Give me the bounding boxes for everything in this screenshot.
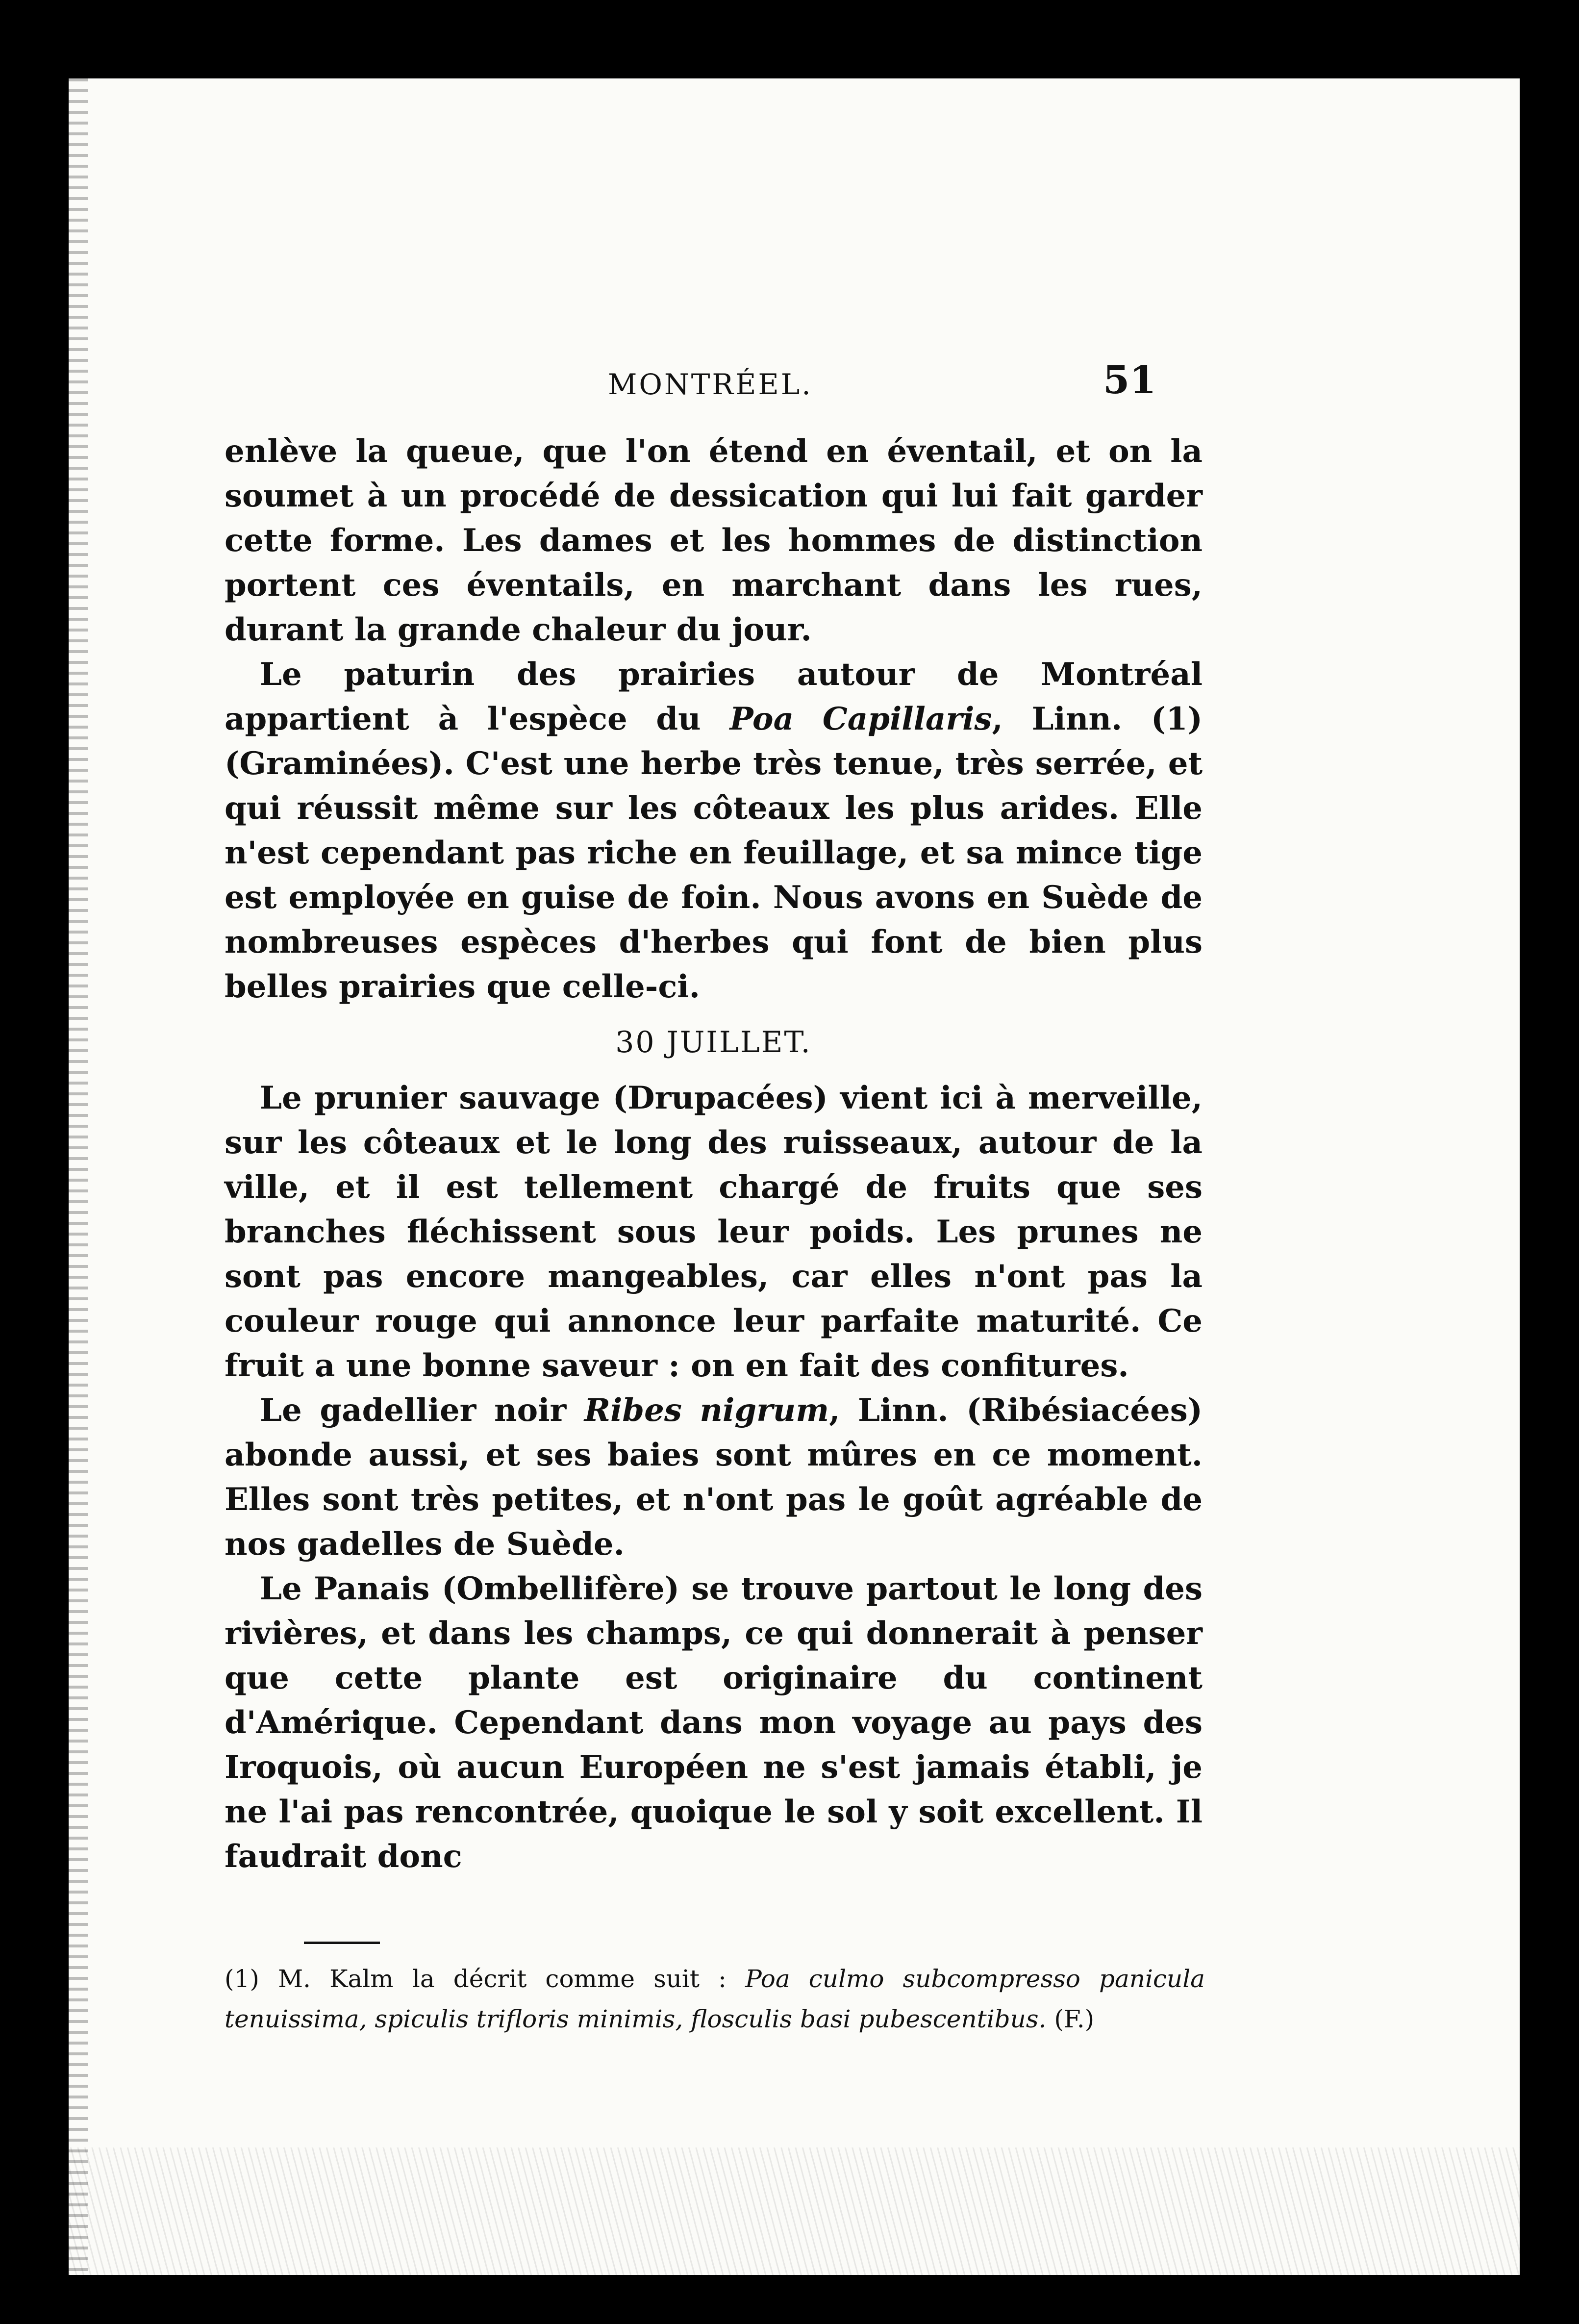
paragraph-4-start: Le gadellier noir xyxy=(260,1392,584,1429)
paragraph-2 xyxy=(225,652,1203,1009)
species-ribes: Ribes nigrum xyxy=(584,1392,829,1429)
footnote-rule xyxy=(304,1942,380,1944)
running-head: MONTRÉEL. xyxy=(608,368,813,401)
body-text xyxy=(225,429,1203,1879)
scan-noise xyxy=(69,2147,1520,2275)
species-poa: Poa Capillaris xyxy=(729,701,992,737)
footnote-tail: (F.) xyxy=(1046,2005,1095,2033)
paragraph-2-rest: , Linn. (1) (Graminées). C'est une herbe très tenue, très serrée, et qui réussit même sur les côteaux les plus arides. Elle n'est cependant pas riche en feuillage, et sa mince tige est employée en guise de foin. Nous avons en Suède de nombreuses espèces d'herbes qui font de bien plus belles prairies que celle-ci. xyxy=(225,701,1203,1005)
date-heading: 30 JUILLET. xyxy=(615,1025,812,1060)
paragraph-3: Le prunier sauvage (Drupacées) vient ici à merveille, sur les côteaux et le long des ruisseaux, autour de la ville, et il est tellement chargé de fruits que ses branches fléchissent sous leur poids. Les prunes ne sont pas encore mangeables, car elles n'ont pas la couleur rouge qui annonce leur parfaite maturité. Ce fruit a une bonne saveur : on en fait des confitures. xyxy=(225,1080,1203,1384)
paragraph-5: Le Panais (Ombellifère) se trouve partout le long des rivières, et dans les champs, ce qui donnerait à penser que cette plante est originaire du continent d'Amérique. Cependant dans mon voyage au pays des Iroquois, où aucun Européen ne s'est jamais établi, je ne l'ai pas rencontrée, quoique le sol y soit excellent. Il faudrait donc xyxy=(225,1570,1203,1875)
book-page xyxy=(69,78,1520,2275)
footnote-lead: (1) M. Kalm la décrit comme suit : xyxy=(225,1965,746,1993)
paragraph-2-start: Le paturin des prairies autour de Montréal appartient à l'espèce du xyxy=(225,656,1203,737)
paragraph-4 xyxy=(225,1388,1203,1566)
footnote-latin: Poa culmo subcompresso panicula tenuissima, spiculis trifloris minimis, flosculis basi pubescentibus. xyxy=(225,1965,1205,2033)
footnote xyxy=(225,1959,1205,2039)
page-number: 51 xyxy=(1103,358,1156,403)
paragraph-4-rest: , Linn. (Ribésiacées) abonde aussi, et ses baies sont mûres en ce moment. Elles sont très petites, et n'ont pas le goût agréable de nos gadelles de Suède. xyxy=(225,1392,1203,1563)
paragraph-1: enlève la queue, que l'on étend en éventail, et on la soumet à un procédé de dessication qui lui fait garder cette forme. Les dames et les hommes de distinction portent ces éventails, en marchant dans les rues, durant la grande chaleur du jour. xyxy=(225,433,1203,648)
page-header xyxy=(69,358,1520,412)
